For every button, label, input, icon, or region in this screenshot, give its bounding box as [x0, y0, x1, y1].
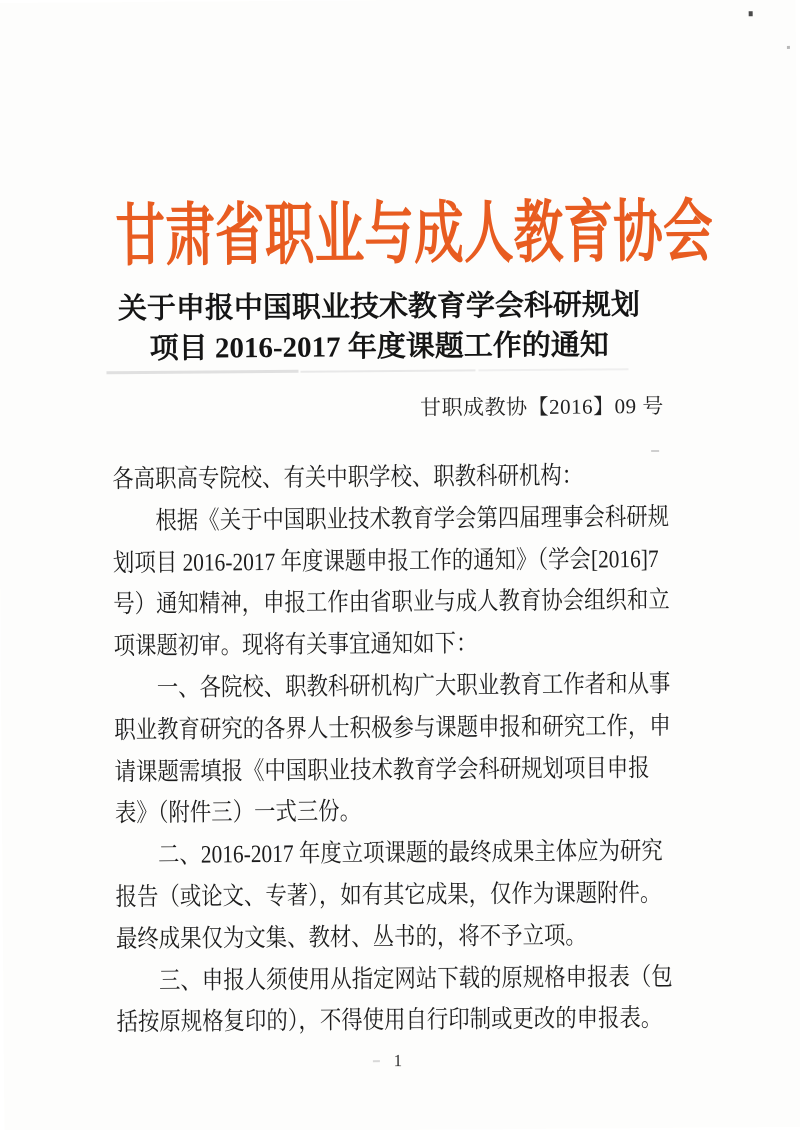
body-line: 一、各院校、职教科研机构广大职业教育工作者和从事: [156, 670, 671, 702]
document-number: 甘职成教协【2016】09 号: [419, 393, 664, 420]
scan-speck: [787, 46, 790, 49]
body-line: 二、2016-2017 年度立项课题的最终成果主体应为研究: [157, 838, 663, 870]
scan-streak: [106, 370, 298, 375]
body-line: 根据《关于中国职业技术教育学会第四届理事会科研规: [155, 503, 670, 535]
body-line: 括按原规格复印的），不得使用自行印制或更改的申报表。: [116, 1005, 663, 1037]
notice-title-line1: 关于申报中国职业技术教育学会科研规划: [117, 289, 641, 326]
scan-streak: [478, 368, 628, 371]
body-line: 号）通知精神，申报工作由省职业与成人教育协会组织和立: [113, 587, 670, 619]
page-number: 1: [393, 1050, 403, 1071]
body-line: 三、申报人须使用从指定网站下载的原规格申报表（包: [158, 963, 673, 995]
notice-title: [0, 284, 760, 370]
body-line: 各高职高专院校、有关中职学校、职教科研机构：: [112, 462, 584, 494]
body-line: 最终成果仅为文集、教材、丛书的，将不予立项。: [115, 922, 587, 954]
body-line: 报告（或论文、专著），如有其它成果，仅作为课题附件。: [115, 879, 662, 912]
notice-title-line2: 项目 2016-2017 年度课题工作的通知: [149, 329, 609, 365]
scan-speck: [749, 11, 753, 16]
body-line: 请课题需填报《中国职业技术教育学会科研规划项目申报: [114, 754, 650, 786]
scan-speck: [651, 450, 659, 452]
scan-streak: [300, 369, 475, 372]
organization-banner-title: 甘肃省职业与成人教育协会: [115, 193, 714, 275]
body-line: 表》（附件三）一式三份。: [114, 798, 362, 828]
body-line: 项课题初审。现将有关事宜通知如下：: [113, 630, 478, 661]
body-line: 职业教育研究的各界人士积极参与课题申报和研究工作，申: [114, 712, 671, 745]
notice-body: [112, 454, 797, 1044]
body-line: 划项目 2016-2017 年度课题申报工作的通知》（学会[2016]7: [112, 545, 659, 577]
